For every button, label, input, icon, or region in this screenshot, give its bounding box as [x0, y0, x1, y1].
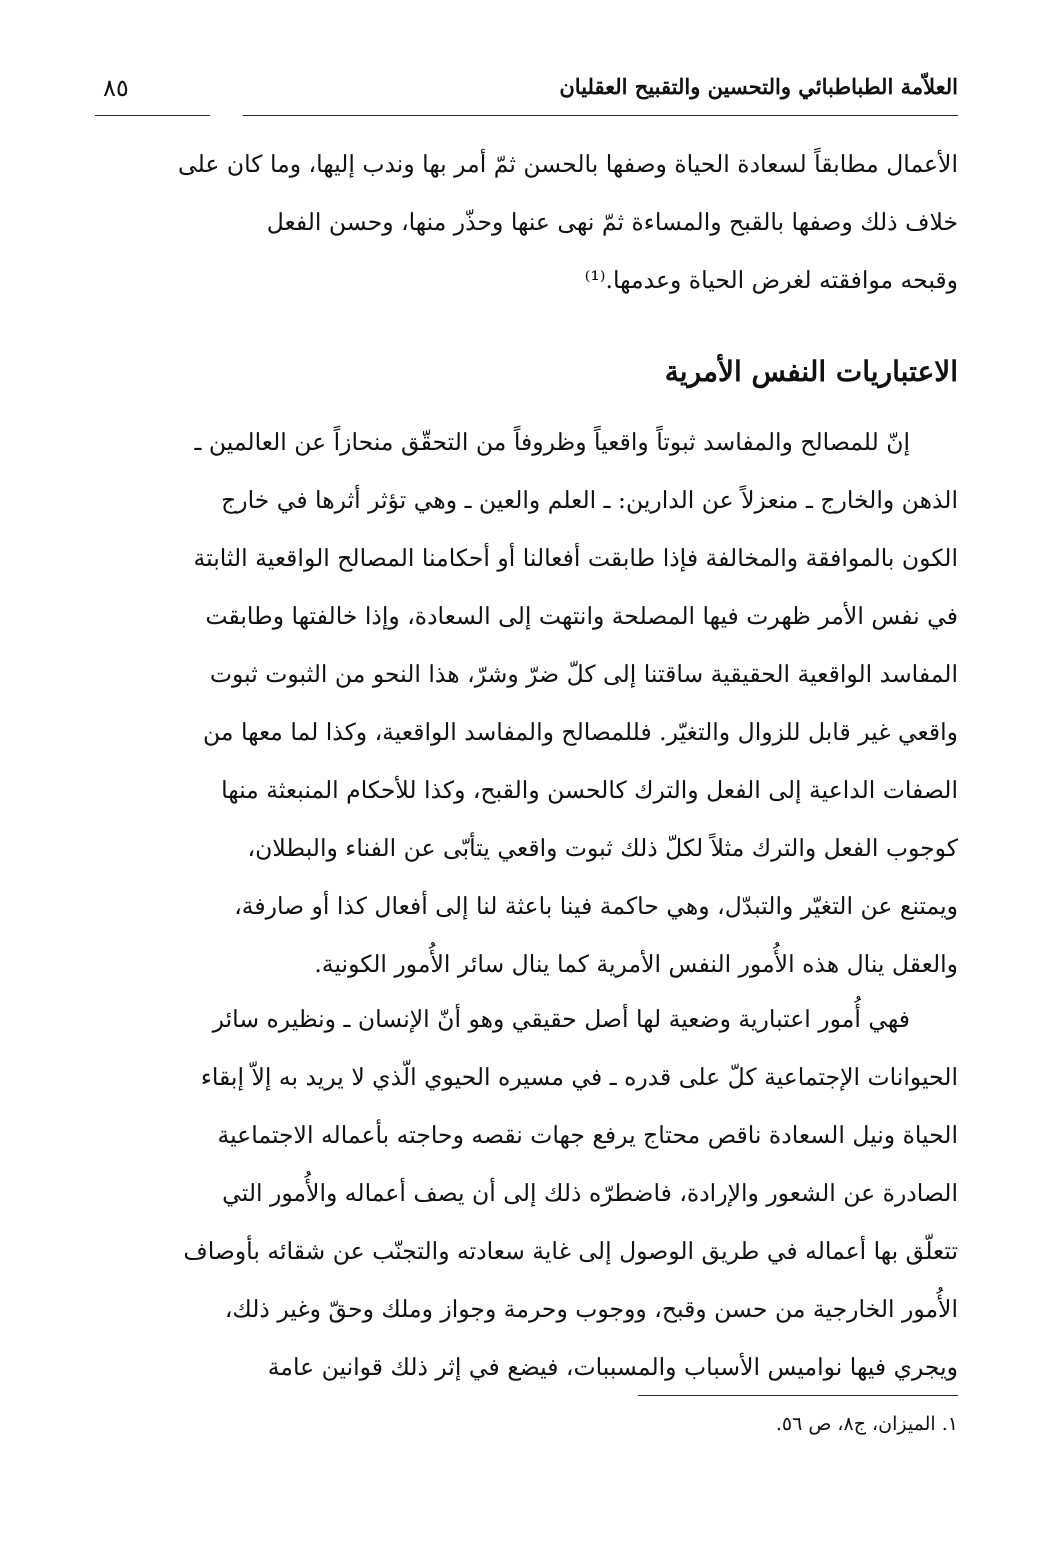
text-line: الصفات الداعية إلى الفعل والترك كالحسن والقبح، وكذا للأحكام المنبعثة منها: [221, 776, 958, 804]
paragraph-conventions: [98, 990, 958, 1396]
header-rule-right: [243, 115, 958, 116]
running-title: العلاّمة الطباطبائي والتحسين والتقبيح العقليان: [559, 74, 958, 99]
footnote-rule: [638, 1395, 958, 1396]
text-line: وقبحه موافقته لغرض الحياة وعدمها.⁽¹⁾: [584, 266, 958, 294]
paragraph-continuation: [98, 135, 958, 309]
section-heading: الاعتباريات النفس الأمرية: [664, 355, 958, 388]
text-line: الصادرة عن الشعور والإرادة، فاضطرّه ذلك إلى أن يصف أعماله والأُمور التي: [222, 1179, 958, 1207]
text-line: إنّ للمصالح والمفاسد ثبوتاً واقعياً وظروفاً من التحقّق منحازاً عن العالمين ـ: [194, 428, 910, 456]
text-line: ويمتنع عن التغيّر والتبدّل، وهي حاكمة فينا باعثة لنا إلى أفعال كذا أو صارفة،: [234, 892, 958, 920]
text-line: في نفس الأمر ظهرت فيها المصلحة وانتهت إلى السعادة، وإذا خالفتها وطابقت: [205, 602, 958, 630]
text-line: الكون بالموافقة والمخالفة فإذا طابقت أفعالنا أو أحكامنا المصالح الواقعية الثابتة: [193, 544, 958, 572]
text-line: الأعمال مطابقاً لسعادة الحياة وصفها بالحسن ثمّ أمر بها وندب إليها، وما كان على: [178, 150, 958, 178]
text-line: والعقل ينال هذه الأُمور النفس الأمرية كما ينال سائر الأُمور الكونية.: [314, 950, 958, 978]
paragraph-realities: [98, 413, 958, 993]
text-line: الذهن والخارج ـ منعزلاً عن الدارين: ـ العلم والعين ـ وهي تؤثر أثرها في خارج: [221, 486, 958, 514]
text-line: الحيوانات الإجتماعية كلّ على قدره ـ في مسيره الحيوي الّذي لا يريد به إلاّ إبقاء: [200, 1063, 958, 1091]
text-line: الحياة ونيل السعادة ناقص محتاج يرفع جهات نقصه وحاجته بأعماله الاجتماعية: [217, 1121, 958, 1149]
text-line: ويجري فيها نواميس الأسباب والمسببات، فيضع في إثر ذلك قوانين عامة: [267, 1353, 958, 1381]
header-rule-left: [95, 115, 210, 116]
page-number: ٨٥: [103, 74, 129, 102]
text-line: فهي أُمور اعتبارية وضعية لها أصل حقيقي وهو أنّ الإنسان ـ ونظيره سائر: [212, 1005, 910, 1033]
text-line: المفاسد الواقعية الحقيقية ساقتنا إلى كلّ ضرّ وشرّ، هذا النحو من الثبوت ثبوت: [209, 660, 958, 688]
text-line: واقعي غير قابل للزوال والتغيّر. فللمصالح والمفاسد الواقعية، وكذا لما معها من: [203, 718, 958, 746]
running-header: [95, 60, 958, 120]
text-line: تتعلّق بها أعماله في طريق الوصول إلى غاية سعادته والتجنّب عن شقائه بأوصاف: [183, 1237, 958, 1265]
text-line: كوجوب الفعل والترك مثلاً لكلّ ذلك ثبوت واقعي يتأبّى عن الفناء والبطلان،: [247, 834, 958, 862]
footnote: ١. الميزان، ج٨، ص ٥٦.: [775, 1413, 958, 1435]
text-line: الأُمور الخارجية من حسن وقبح، ووجوب وحرمة وجواز وملك وحقّ وغير ذلك،: [224, 1295, 958, 1323]
text-line: خلاف ذلك وصفها بالقبح والمساءة ثمّ نهى عنها وحذّر منها، وحسن الفعل: [266, 208, 958, 236]
